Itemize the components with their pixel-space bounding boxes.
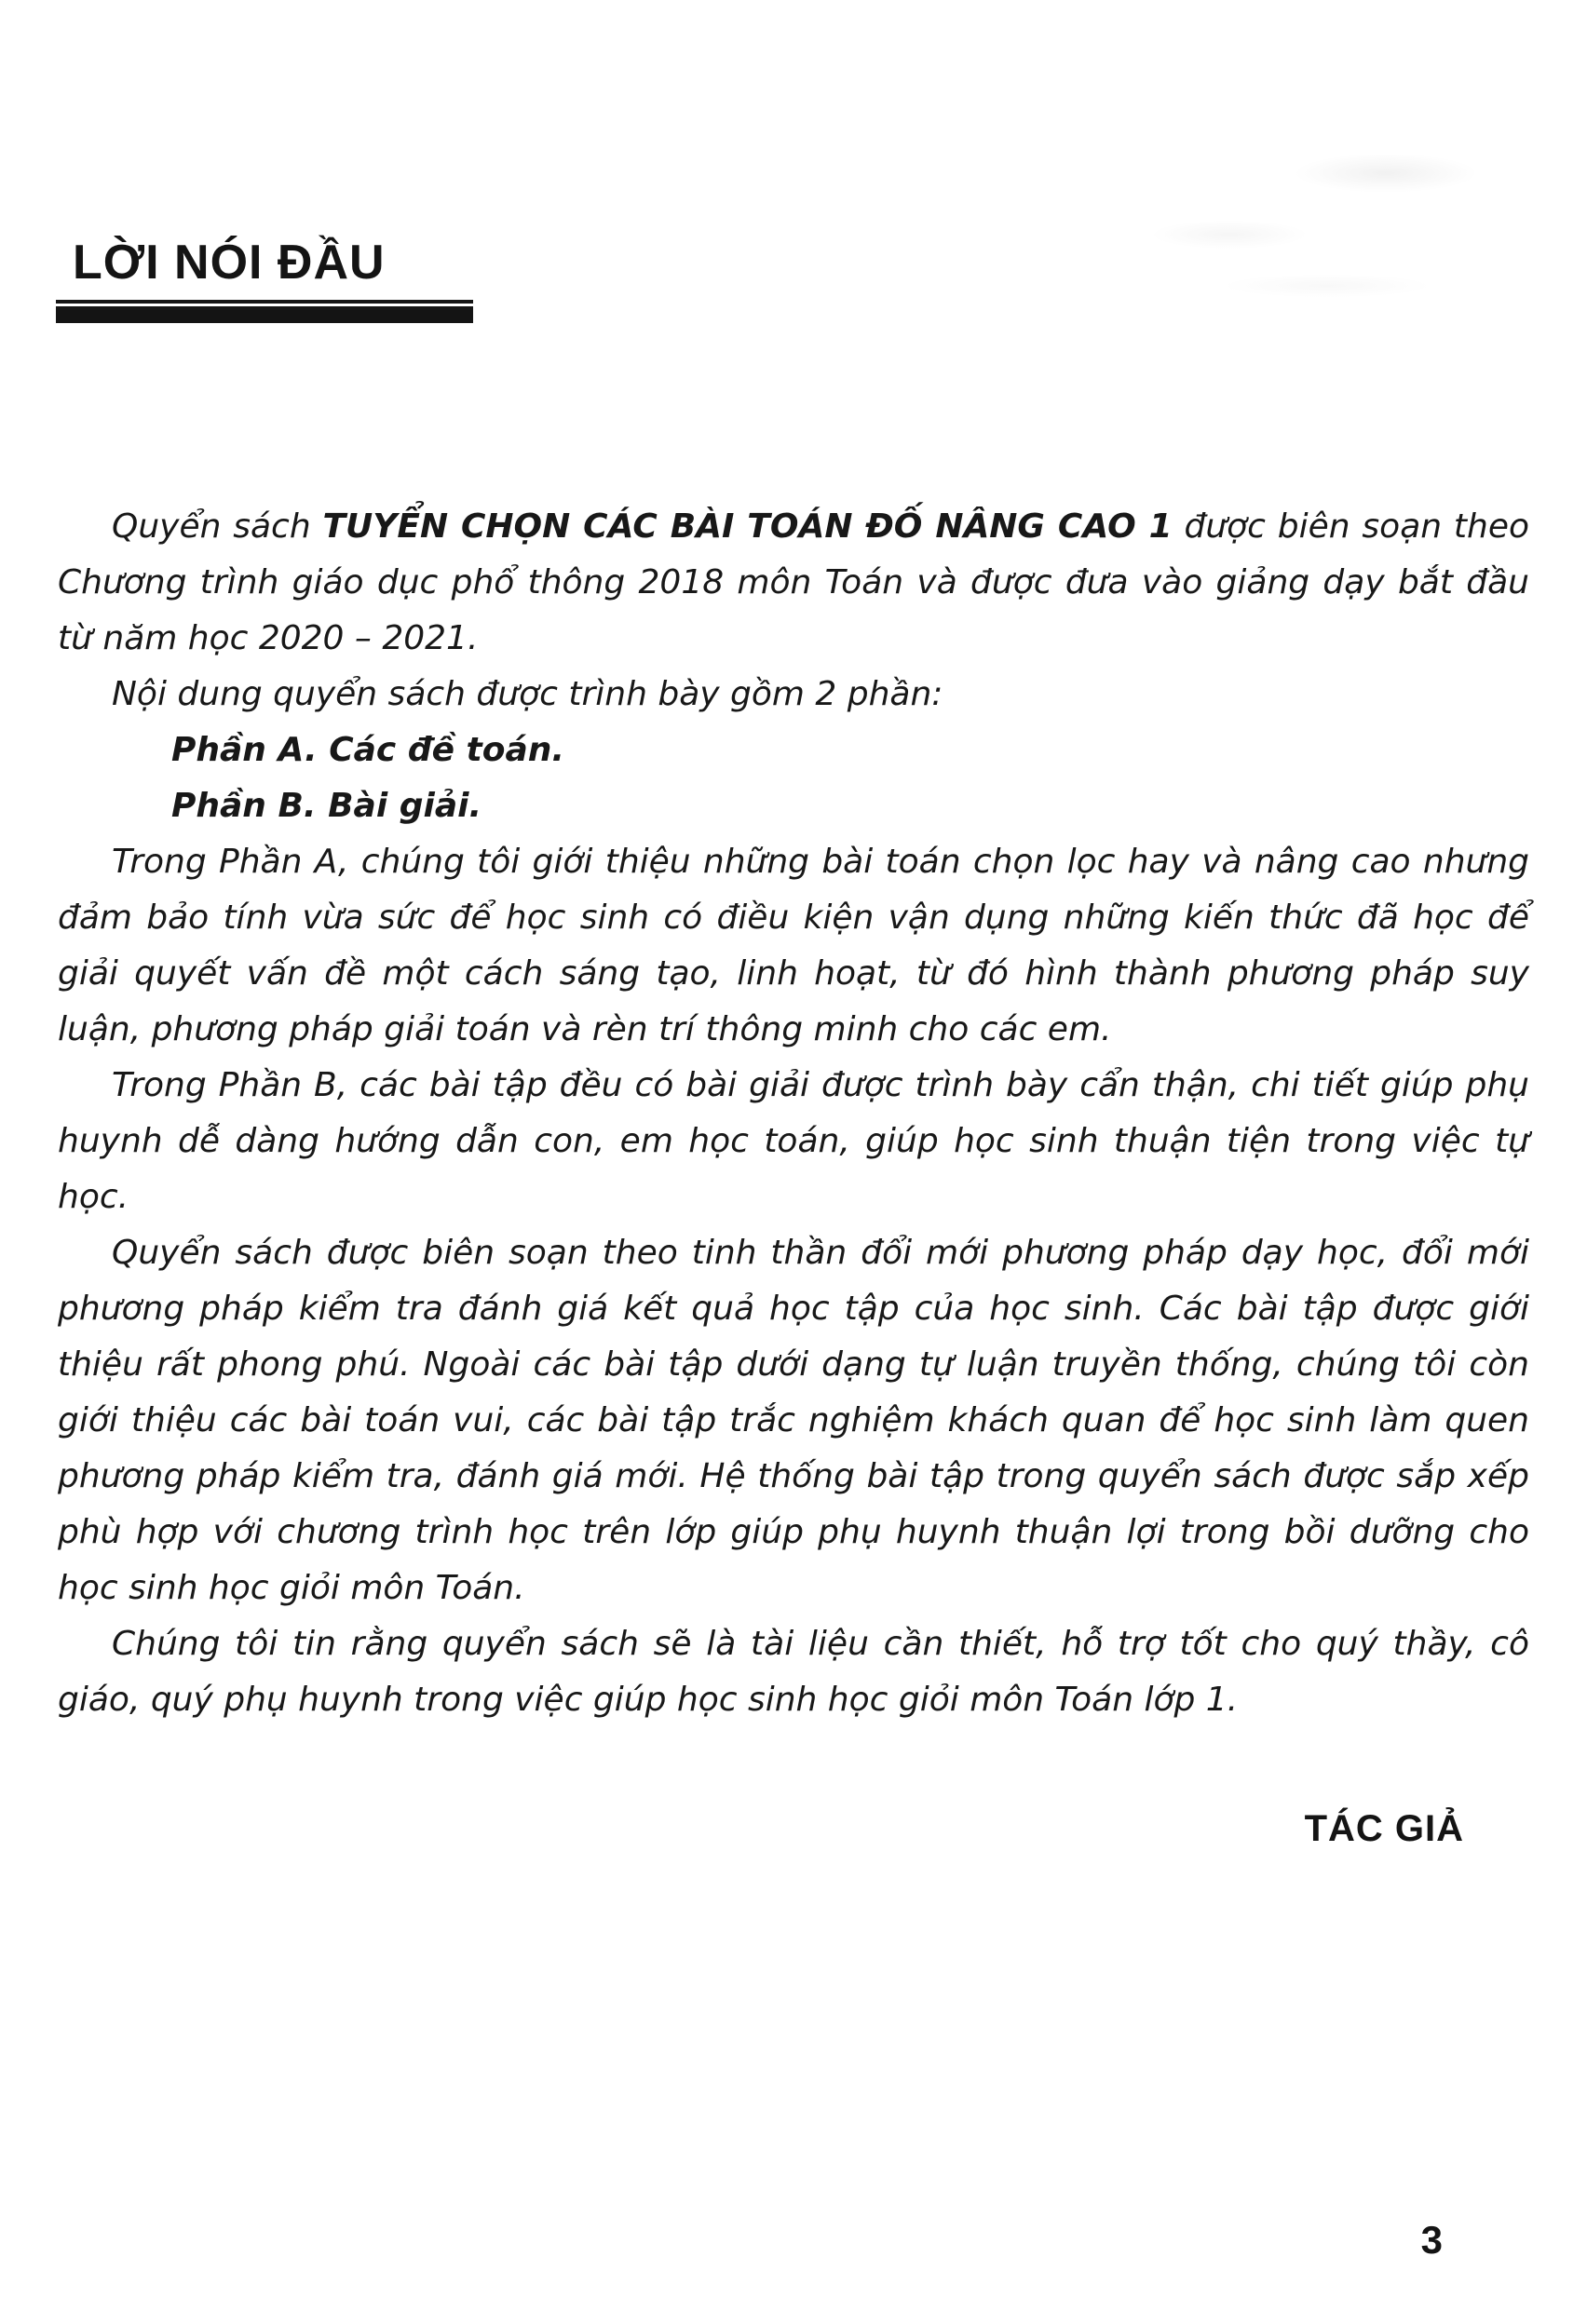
paragraph-closing: Chúng tôi tin rằng quyển sách sẽ là tài liệu cần thiết, hỗ trợ tốt cho quý thầy, cô giáo, quý phụ huynh trong việc giúp học sinh học giỏi môn Toán lớp 1. <box>58 1625 1529 1719</box>
page-title: LỜI NÓI ĐẦU <box>73 236 386 290</box>
scan-noise-artifact <box>1112 112 1503 317</box>
foreword-header <box>56 235 484 323</box>
author-signature: TÁC GIẢ <box>1304 1808 1464 1849</box>
paragraph-part-a-description: Trong Phần A, chúng tôi giới thiệu những bài toán chọn lọc hay và nâng cao nhưng đảm bảo tính vừa sức để học sinh có điều kiện vận dụng những kiến thức đã học để giải quyết vấn đề một cách sáng tạo, linh hoạt, từ đó hình thành phương pháp suy luận, phương pháp giải toán và rèn trí thông minh cho các em. <box>58 843 1529 1048</box>
paragraph-intro <box>58 499 1529 667</box>
part-b-line: Phần B. Bài giải. <box>171 787 482 825</box>
paragraph-intro-suffix: được biên soạn theo Chương trình giáo dục phổ thông 2018 môn Toán và được đưa vào giảng dạy bắt đầu từ năm học 2020 – 2021. <box>58 507 1530 657</box>
foreword-body <box>58 499 1529 1857</box>
paragraph-part-b-description: Trong Phần B, các bài tập đều có bài giải được trình bày cẩn thận, chi tiết giúp phụ huynh dễ dàng hướng dẫn con, em học toán, giúp học sinh thuận tiện trong việc tự học. <box>58 1066 1529 1216</box>
part-a-line: Phần A. Các đề toán. <box>171 731 565 769</box>
paragraph-intro-prefix: Quyển sách <box>112 507 323 546</box>
book-title: TUYỂN CHỌN CÁC BÀI TOÁN ĐỐ NÂNG CAO 1 <box>322 507 1173 546</box>
title-underline <box>56 300 473 323</box>
paragraph-contents-lead: Nội dung quyển sách được trình bày gồm 2 phần: <box>112 675 943 713</box>
page-number: 3 <box>1420 2218 1443 2262</box>
paragraph-methodology: Quyển sách được biên soạn theo tinh thần đổi mới phương pháp dạy học, đổi mới phương pháp kiểm tra đánh giá kết quả học tập của học sinh. Các bài tập được giới thiệu rất phong phú. Ngoài các bài tập dưới dạng tự luận truyền thống, chúng tôi còn giới thiệu các bài toán vui, các bài tập trắc nghiệm khách quan để học sinh làm quen phương pháp kiểm tra, đánh giá mới. Hệ thống bài tập trong quyển sách được sắp xếp phù hợp với chương trình học trên lớp giúp phụ huynh thuận lợi trong bồi dưỡng cho học sinh học giỏi môn Toán. <box>58 1234 1529 1607</box>
